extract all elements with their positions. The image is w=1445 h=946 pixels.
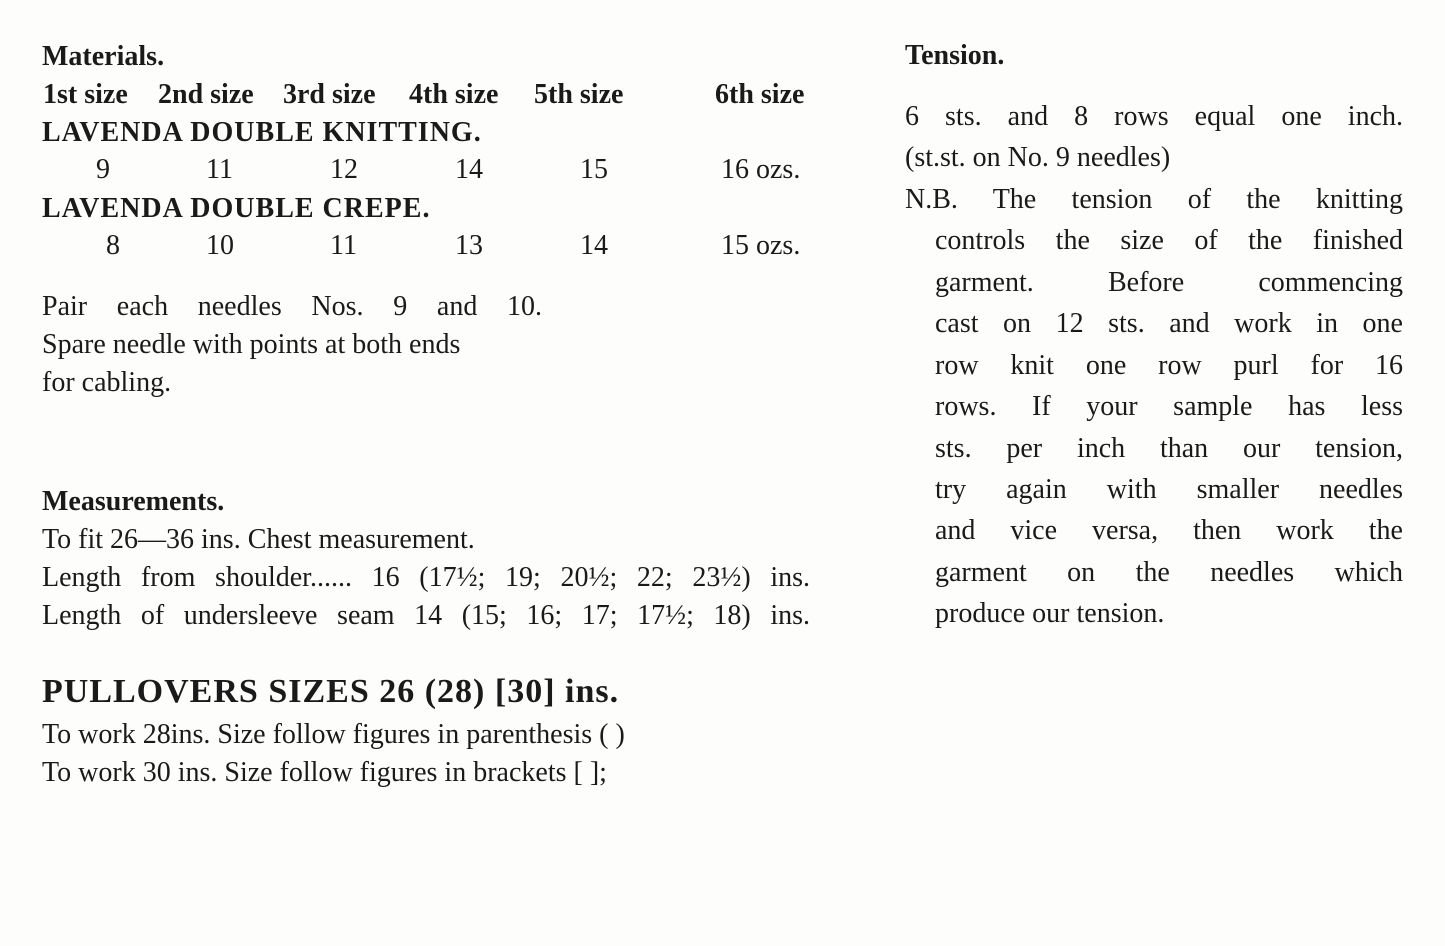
quantity-value: 12 — [330, 154, 358, 185]
yarn-quantity-row — [0, 154, 900, 188]
size-label: 4th size — [409, 79, 499, 110]
tension-line: cast on 12 sts. and work in one — [935, 308, 1403, 339]
tension-line: try again with smaller needles — [935, 474, 1403, 505]
tension-line: sts. per inch than our tension, — [935, 433, 1403, 464]
needles-text: Pair each needles Nos. 9 and 10. — [42, 291, 542, 322]
tension-line: garment on the needles which — [935, 557, 1403, 588]
measurement-line: Length of undersleeve seam 14 (15; 16; 17; 17½; 18) ins. — [42, 600, 810, 631]
quantity-value: 14 — [455, 154, 483, 185]
yarn-name: LAVENDA DOUBLE KNITTING. — [42, 117, 482, 148]
quantity-value: 8 — [106, 230, 120, 261]
size-label: 2nd size — [158, 79, 254, 110]
size-label: 6th size — [715, 79, 805, 110]
quantity-value: 13 — [455, 230, 483, 261]
quantity-value: 16 ozs. — [721, 154, 801, 185]
measurement-line: Length from shoulder...... 16 (17½; 19; 20½; 22; 23½) ins. — [42, 562, 810, 593]
tension-line: rows. If your sample has less — [935, 391, 1403, 422]
pullovers-heading: PULLOVERS SIZES 26 (28) [30] ins. — [42, 673, 620, 710]
tension-line: controls the size of the finished — [935, 225, 1403, 256]
tension-line: (st.st. on No. 9 needles) — [905, 142, 1171, 173]
tension-line: 6 sts. and 8 rows equal one inch. — [905, 101, 1403, 132]
tension-line: N.B. The tension of the knitting — [905, 184, 1403, 215]
quantity-value: 10 — [206, 230, 234, 261]
tension-line: row knit one row purl for 16 — [935, 350, 1403, 381]
size-header-row — [0, 79, 900, 113]
quantity-value: 14 — [580, 230, 608, 261]
tension-heading: Tension. — [905, 40, 1005, 71]
size-label: 3rd size — [283, 79, 376, 110]
materials-heading: Materials. — [42, 41, 165, 72]
tension-line: garment. Before commencing — [935, 267, 1403, 298]
tension-line: produce our tension. — [935, 598, 1165, 629]
yarn-quantity-row — [0, 230, 900, 264]
pullovers-line: To work 30 ins. Size follow figures in brackets [ ]; — [42, 757, 607, 788]
measurements-heading: Measurements. — [42, 486, 225, 517]
quantity-value: 15 ozs. — [721, 230, 801, 261]
pullovers-line: To work 28ins. Size follow figures in parenthesis ( ) — [42, 719, 625, 750]
quantity-value: 11 — [330, 230, 357, 261]
quantity-value: 11 — [206, 154, 233, 185]
quantity-value: 15 — [580, 154, 608, 185]
needles-text: Spare needle with points at both ends — [42, 329, 461, 360]
size-label: 1st size — [43, 79, 128, 110]
yarn-name: LAVENDA DOUBLE CREPE. — [42, 193, 431, 224]
measurement-line: To fit 26—36 ins. Chest measurement. — [42, 524, 475, 555]
tension-line: and vice versa, then work the — [935, 515, 1403, 546]
needles-text: for cabling. — [42, 367, 172, 398]
size-label: 5th size — [534, 79, 624, 110]
quantity-value: 9 — [96, 154, 110, 185]
